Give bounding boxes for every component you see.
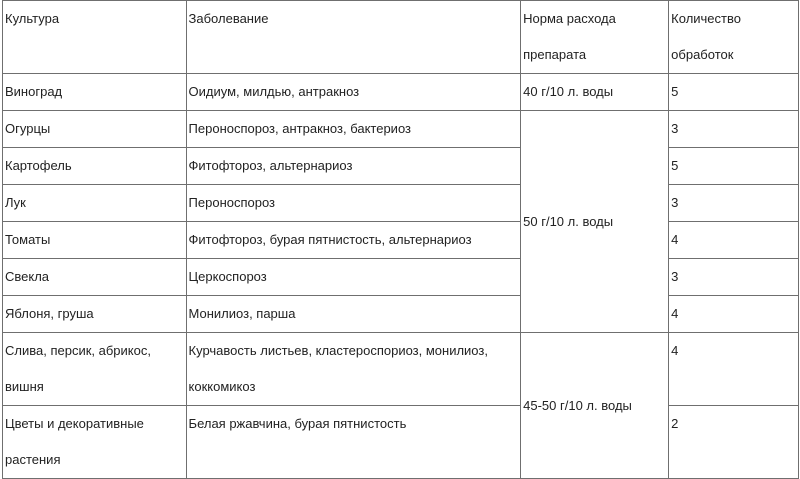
table-row <box>3 222 799 259</box>
cell-disease: Фитофтороз, бурая пятнистость, альтернариоз <box>186 222 521 259</box>
table-row <box>3 259 799 296</box>
cell-count: 3 <box>669 111 799 148</box>
cell-crop: Огурцы <box>3 111 187 148</box>
cell-count: 3 <box>669 259 799 296</box>
cell-crop: Цветы и декоративные растения <box>3 406 187 479</box>
cell-crop: Картофель <box>3 148 187 185</box>
cell-count: 4 <box>669 296 799 333</box>
cell-crop: Яблоня, груша <box>3 296 187 333</box>
header-count: Количество обработок <box>669 1 799 74</box>
table-row <box>3 148 799 185</box>
cell-count: 4 <box>669 222 799 259</box>
table-row <box>3 296 799 333</box>
cell-disease: Оидиум, милдью, антракноз <box>186 74 521 111</box>
cell-count: 4 <box>669 333 799 406</box>
cell-crop: Виноград <box>3 74 187 111</box>
header-rate: Норма расхода препарата <box>521 1 669 74</box>
treatment-table <box>2 0 799 479</box>
table-row <box>3 406 799 479</box>
cell-rate-merged: 45-50 г/10 л. воды <box>521 333 669 479</box>
header-disease: Заболевание <box>186 1 521 74</box>
header-crop: Культура <box>3 1 187 74</box>
table-row <box>3 333 799 406</box>
cell-disease: Монилиоз, парша <box>186 296 521 333</box>
cell-count: 5 <box>669 74 799 111</box>
cell-rate: 40 г/10 л. воды <box>521 74 669 111</box>
table-header-row <box>3 1 799 74</box>
cell-count: 3 <box>669 185 799 222</box>
cell-crop: Слива, персик, абрикос, вишня <box>3 333 187 406</box>
cell-disease: Курчавость листьев, кластероспориоз, монилиоз, коккомикоз <box>186 333 521 406</box>
cell-disease: Фитофтороз, альтернариоз <box>186 148 521 185</box>
cell-disease: Пероноспороз <box>186 185 521 222</box>
cell-crop: Томаты <box>3 222 187 259</box>
cell-disease: Церкоспороз <box>186 259 521 296</box>
cell-disease: Пероноспороз, антракноз, бактериоз <box>186 111 521 148</box>
table-row <box>3 185 799 222</box>
cell-count: 2 <box>669 406 799 479</box>
cell-count: 5 <box>669 148 799 185</box>
cell-crop: Свекла <box>3 259 187 296</box>
table-row <box>3 111 799 148</box>
cell-crop: Лук <box>3 185 187 222</box>
cell-rate-merged: 50 г/10 л. воды <box>521 111 669 333</box>
table-row <box>3 74 799 111</box>
cell-disease: Белая ржавчина, бурая пятнистость <box>186 406 521 479</box>
